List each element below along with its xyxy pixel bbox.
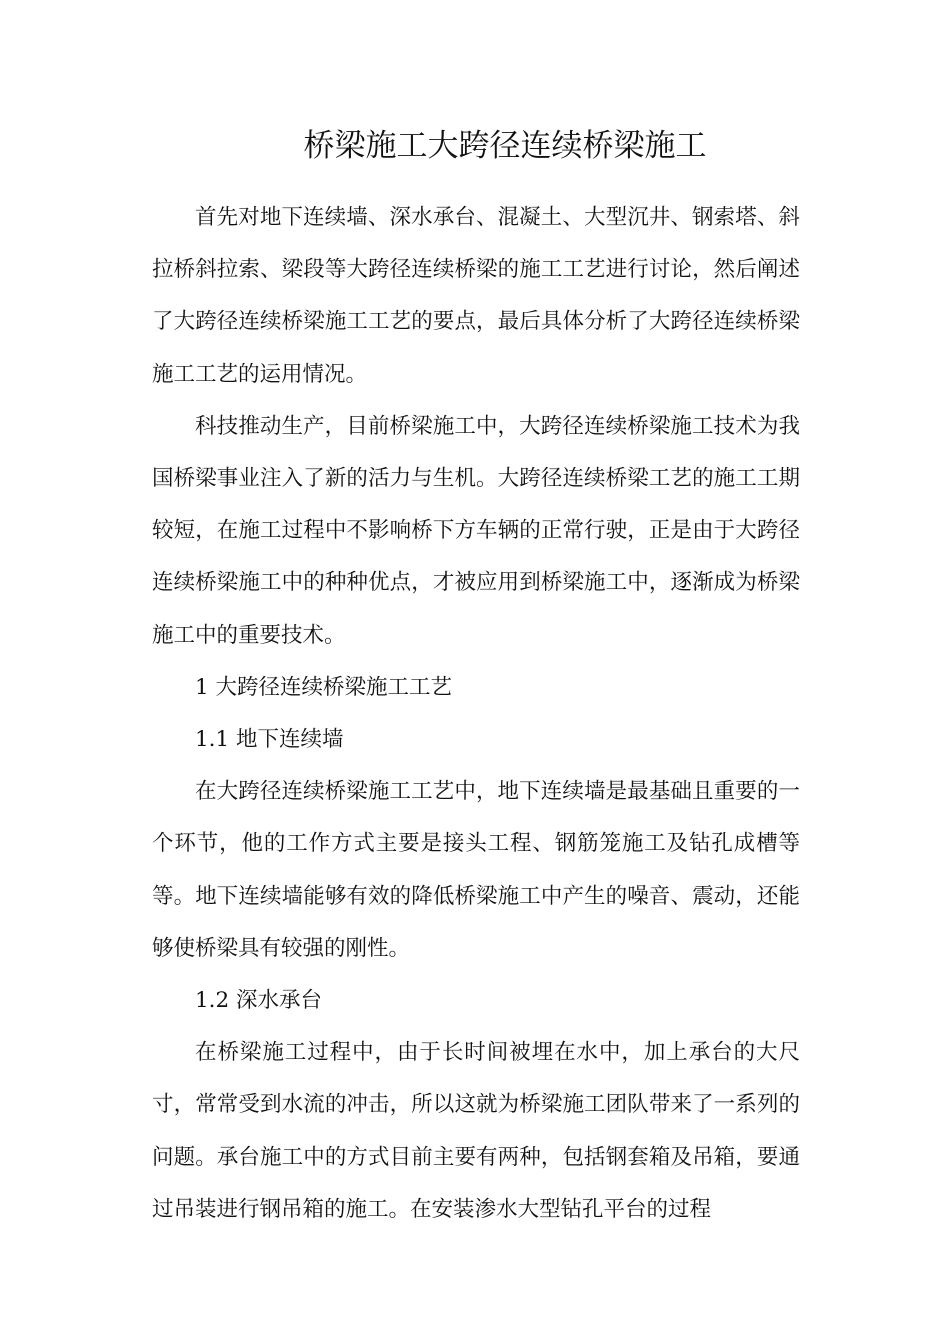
paragraph-deep-water-cap: 在桥梁施工过程中，由于长时间被埋在水中，加上承台的大尺寸，常常受到水流的冲击，所以这就为桥梁施工团队带来了一系列的问题。承台施工中的方式目前主要有两种，包括钢套箱及吊箱，要通过吊装进行钢吊箱的施工。在安装渗水大型钻孔平台的过程 [152,1040,800,1222]
paragraph-background: 科技推动生产，目前桥梁施工中，大跨径连续桥梁施工技术为我国桥梁事业注入了新的活力与生机。大跨径连续桥梁工艺的施工工期较短，在施工过程中不影响桥下方车辆的正常行驶，正是由于大跨径连续桥梁施工中的种种优点，才被应用到桥梁施工中，逐渐成为桥梁施工中的重要技术。 [152,413,800,648]
paragraph-intro: 首先对地下连续墙、深水承台、混凝土、大型沉井、钢索塔、斜拉桥斜拉索、梁段等大跨径连续桥梁的施工工艺进行讨论，然后阐述了大跨径连续桥梁施工工艺的要点，最后具体分析了大跨径连续桥梁施工工艺的运用情况。 [152,205,800,387]
section-heading-1: 1 大跨径连续桥梁施工工艺 [195,674,453,700]
paragraph-diaphragm-wall: 在大跨径连续桥梁施工工艺中，地下连续墙是最基础且重要的一个环节，他的工作方式主要是接头工程、钢筋笼施工及钻孔成槽等等。地下连续墙能够有效的降低桥梁施工中产生的噪音、震动，还能够使桥梁具有较强的刚性。 [152,779,800,961]
subsection-heading-1-1: 1.1 地下连续墙 [195,727,344,753]
document-body [152,192,800,1236]
subsection-heading-1-2: 1.2 深水承台 [195,988,323,1014]
document-title: 桥梁施工大跨径连续桥梁施工 [303,128,707,164]
